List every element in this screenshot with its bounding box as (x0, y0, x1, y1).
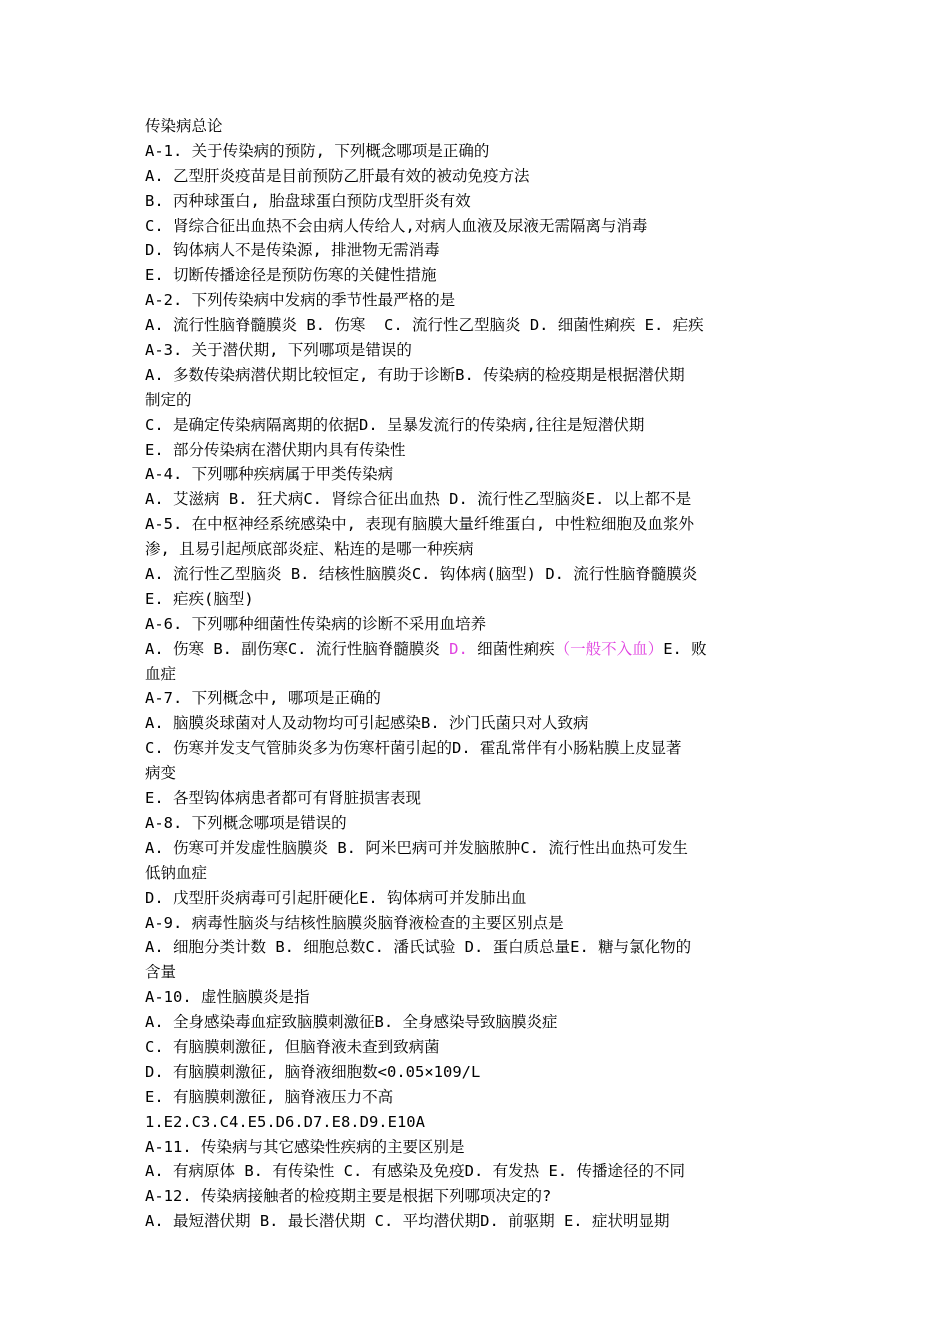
text-line (145, 562, 815, 587)
line-text: A. 脑膜炎球菌对人及动物均可引起感染B. 沙门氏菌只对人致病 (145, 714, 589, 733)
text-line (145, 164, 815, 189)
line-text: C. 有脑膜刺激征, 但脑脊液未查到致病菌 (145, 1037, 440, 1056)
text-line (145, 537, 815, 562)
line-text: C. 是确定传染病隔离期的依据D. 呈暴发流行的传染病,往往是短潜伏期 (145, 415, 645, 434)
text-line (145, 313, 815, 338)
text-line (145, 911, 815, 936)
line-text: A-1. 关于传染病的预防, 下列概念哪项是正确的 (145, 141, 490, 160)
line-text: 渗, 且易引起颅底部炎症、粘连的是哪一种疾病 (145, 540, 474, 559)
text-line (145, 288, 815, 313)
text-line (145, 438, 815, 463)
line-text: A. 有病原体 B. 有传染性 C. 有感染及免疫D. 有发热 E. 传播途径的不同 (145, 1162, 685, 1181)
highlighted-answer-note: （一般不入血） (554, 639, 664, 658)
text-line (145, 662, 815, 687)
text-line (145, 413, 815, 438)
text-line (145, 985, 815, 1010)
line-text: 病变 (145, 764, 177, 783)
text-line (145, 836, 815, 861)
text-line (145, 935, 815, 960)
line-text: B. 丙种球蛋白, 胎盘球蛋白预防戊型肝炎有效 (145, 191, 471, 210)
line-text: A-11. 传染病与其它感染性疾病的主要区别是 (145, 1137, 465, 1156)
line-text: D. 有脑膜刺激征, 脑脊液细胞数<0.05×109/L (145, 1062, 481, 1081)
text-line (145, 736, 815, 761)
text-line (145, 263, 815, 288)
line-text: A-9. 病毒性脑炎与结核性脑膜炎脑脊液检查的主要区别点是 (145, 913, 564, 932)
text-line (145, 686, 815, 711)
line-text: A. 全身感染毒血症致脑膜刺激征B. 全身感染导致脑膜炎症 (145, 1013, 558, 1032)
line-text: A. 细胞分类计数 B. 细胞总数C. 潘氏试验 D. 蛋白质总量E. 糖与氯化物的 (145, 938, 692, 957)
line-text: 1.E2.C3.C4.E5.D6.D7.E8.D9.E10A (145, 1112, 425, 1131)
text-line (145, 960, 815, 985)
line-text: 含量 (145, 963, 177, 982)
text-line (145, 587, 815, 612)
text-line (145, 338, 815, 363)
text-line (145, 1159, 815, 1184)
line-text: 细菌性痢疾 (467, 639, 555, 658)
line-text: C. 伤寒并发支气管肺炎多为伤寒杆菌引起的D. 霍乱常伴有小肠粘膜上皮显著 (145, 739, 682, 758)
line-text: A-12. 传染病接触者的检疫期主要是根据下列哪项决定的? (145, 1187, 552, 1206)
document-title: 传染病总论 (145, 117, 223, 135)
line-text: 低钠血症 (145, 863, 208, 882)
text-line (145, 1110, 815, 1135)
line-text: A. 乙型肝炎疫苗是目前预防乙肝最有效的被动免疫方法 (145, 166, 530, 185)
text-line (145, 1035, 815, 1060)
text-line (145, 861, 815, 886)
line-text: A. 最短潜伏期 B. 最长潜伏期 C. 平均潜伏期D. 前驱期 E. 症状明显期 (145, 1212, 670, 1231)
line-text: D. 钩体病人不是传染源, 排泄物无需消毒 (145, 241, 440, 260)
line-text: C. 肾综合征出血热不会由病人传给人,对病人血液及尿液无需隔离与消毒 (145, 216, 648, 235)
text-line (145, 1135, 815, 1160)
line-text: E. 切断传播途径是预防伤寒的关健性措施 (145, 266, 437, 285)
line-text: A-3. 关于潜伏期, 下列哪项是错误的 (145, 341, 412, 360)
text-line (145, 711, 815, 736)
text-line (145, 238, 815, 263)
text-line (145, 886, 815, 911)
line-text: 血症 (145, 664, 177, 683)
line-text: A. 伤寒可并发虚性脑膜炎 B. 阿米巴病可并发脑脓肿C. 流行性出血热可发生 (145, 838, 688, 857)
highlighted-answer-note: D. (449, 639, 468, 658)
line-text: E. 疟疾(脑型) (145, 589, 254, 608)
line-text: A. 流行性脑脊髓膜炎 B. 伤寒 C. 流行性乙型脑炎 D. 细菌性痢疾 E. 疟疾 (145, 316, 704, 335)
line-text: A-5. 在中枢神经系统感染中, 表现有脑膜大量纤维蛋白, 中性粒细胞及血浆外 (145, 515, 694, 534)
question-list (145, 139, 815, 1234)
line-text: A. 多数传染病潜伏期比较恒定, 有助于诊断B. 传染病的检疫期是根据潜伏期 (145, 365, 685, 384)
line-text: A. 伤寒 B. 副伤寒C. 流行性脑脊髓膜炎 (145, 639, 450, 658)
line-text: E. 有脑膜刺激征, 脑脊液压力不高 (145, 1087, 394, 1106)
text-line (145, 1060, 815, 1085)
text-line (145, 761, 815, 786)
text-line (145, 139, 815, 164)
text-line (145, 487, 815, 512)
text-line (145, 214, 815, 239)
line-text: A-8. 下列概念哪项是错误的 (145, 813, 347, 832)
text-line (145, 1184, 815, 1209)
text-line (145, 1209, 815, 1234)
line-text: E. 各型钩体病患者都可有肾脏损害表现 (145, 789, 421, 808)
text-line (145, 189, 815, 214)
line-text: A-4. 下列哪种疾病属于甲类传染病 (145, 465, 394, 484)
line-text: A-6. 下列哪种细菌性传染病的诊断不采用血培养 (145, 614, 487, 633)
line-text: E. 败 (663, 639, 707, 658)
text-line (145, 363, 815, 388)
line-text: E. 部分传染病在潜伏期内具有传染性 (145, 440, 406, 459)
text-line (145, 637, 815, 662)
line-text: A-10. 虚性脑膜炎是指 (145, 988, 310, 1007)
line-text: A-2. 下列传染病中发病的季节性最严格的是 (145, 291, 456, 310)
text-line (145, 1010, 815, 1035)
line-text: 制定的 (145, 390, 192, 409)
text-line (145, 512, 815, 537)
text-line (145, 388, 815, 413)
text-line (145, 462, 815, 487)
text-line (145, 612, 815, 637)
line-text: A-7. 下列概念中, 哪项是正确的 (145, 689, 381, 708)
line-text: A. 艾滋病 B. 狂犬病C. 肾综合征出血热 D. 流行性乙型脑炎E. 以上都不是 (145, 490, 692, 509)
text-line (145, 1085, 815, 1110)
text-line (145, 811, 815, 836)
text-line (145, 786, 815, 811)
document-body (145, 114, 815, 1234)
line-text: A. 流行性乙型脑炎 B. 结核性脑膜炎C. 钩体病(脑型) D. 流行性脑脊髓膜炎 (145, 565, 698, 584)
line-text: D. 戊型肝炎病毒可引起肝硬化E. 钩体病可并发肺出血 (145, 888, 527, 907)
